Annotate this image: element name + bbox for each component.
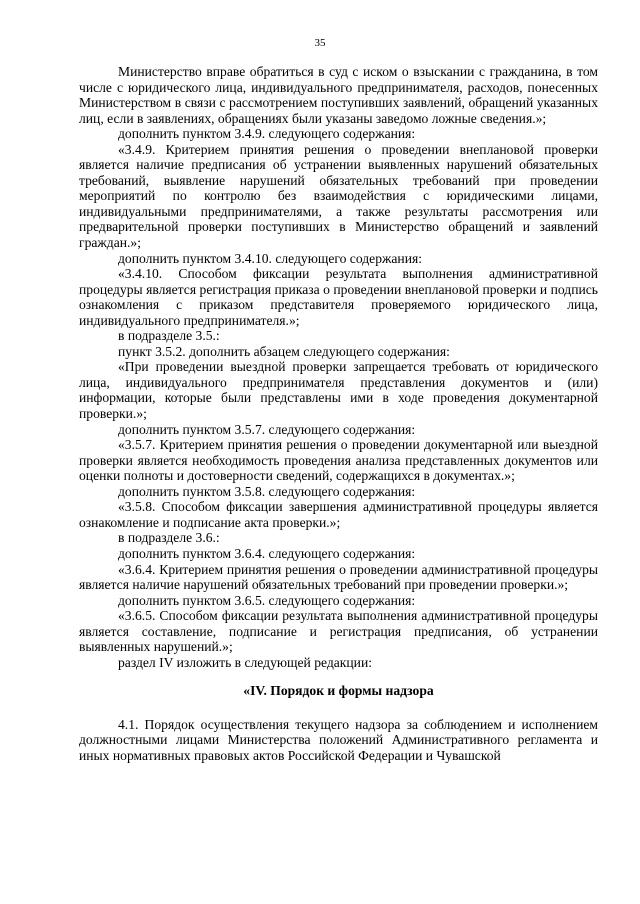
document-body: [79, 64, 598, 764]
body-paragraph: «3.6.4. Критерием принятия решения о проведении административной процедуры является наличие нарушений обязательных требований при проведении проверки.»;: [79, 561, 598, 593]
body-paragraph: пункт 3.5.2. дополнить абзацем следующего содержания:: [118, 343, 450, 359]
body-paragraph: дополнить пунктом 3.4.9. следующего содержания:: [118, 126, 416, 142]
page-number: 35: [314, 37, 326, 49]
body-paragraph: в подразделе 3.5.:: [118, 328, 220, 344]
body-paragraph: «3.6.5. Способом фиксации результата выполнения административной процедуры является составление, подписание и регистрация предписания, об устранении выявленных нарушений.»;: [79, 608, 598, 655]
body-paragraph: «3.5.7. Критерием принятия решения о проведении документарной или выездной проверки является необходимость проведения анализа представленных документов или оценки полноты и достоверности сведений, содержащихся в документах.»;: [79, 437, 598, 484]
body-paragraph: дополнить пунктом 3.6.4. следующего содержания:: [118, 545, 416, 561]
section-heading: «IV. Порядок и формы надзора: [243, 683, 434, 699]
body-paragraph: «3.4.9. Критерием принятия решения о проведении внеплановой проверки является наличие предписания об устранении выявленных нарушений обязательных требований, выявление нарушений обязательных требований при проведении мероприятий по контролю без взаимодействия с юридическими лицами, индивидуальными предпринимателями, а также результаты рассмотрения или предварительной проверки поступивших в Министерство обращений и заявлений граждан.»;: [79, 141, 598, 251]
body-paragraph: «3.5.8. Способом фиксации завершения административной процедуры является ознакомление и подписание акта проверки.»;: [79, 499, 598, 530]
body-paragraph: Министерство вправе обратиться в суд с иском о взыскании с гражданина, в том числе с юридического лица, индивидуального предпринимателя, расходов, понесенных Министерством в связи с рассмотрением поступивших заявлений, обращений указанных лиц, если в заявлениях, обращениях были указаны заведомо ложные сведения.»;: [79, 64, 598, 126]
body-paragraph: в подразделе 3.6.:: [118, 530, 220, 546]
paragraphs-after-heading: [79, 717, 598, 764]
body-paragraph: дополнить пунктом 3.5.7. следующего содержания:: [118, 421, 416, 437]
body-paragraph: «При проведении выездной проверки запрещается требовать от юридического лица, индивидуального предпринимателя представления документов и (или) информации, которые были представлены ими в ходе проведения документарной проверки.»;: [79, 359, 598, 422]
body-paragraph: дополнить пунктом 3.4.10. следующего содержания:: [118, 250, 422, 266]
body-paragraph: раздел IV изложить в следующей редакции:: [118, 654, 373, 670]
body-paragraph: дополнить пунктом 3.5.8. следующего содержания:: [118, 483, 416, 499]
body-paragraph: 4.1. Порядок осуществления текущего надзора за соблюдением и исполнением должностными лицами Министерства положений Административного регламента и иных нормативных правовых актов Российской Федерации и Чувашской: [79, 716, 598, 763]
body-paragraph: дополнить пунктом 3.6.5. следующего содержания:: [118, 592, 416, 608]
body-paragraph: «3.4.10. Способом фиксации результата выполнения административной процедуры является регистрация приказа о проведении внеплановой проверки и подпись ознакомления с приказом представителя проверяемого юридического лица, индивидуального предпринимателя.»;: [79, 266, 598, 328]
paragraphs-before-heading: [79, 64, 598, 670]
